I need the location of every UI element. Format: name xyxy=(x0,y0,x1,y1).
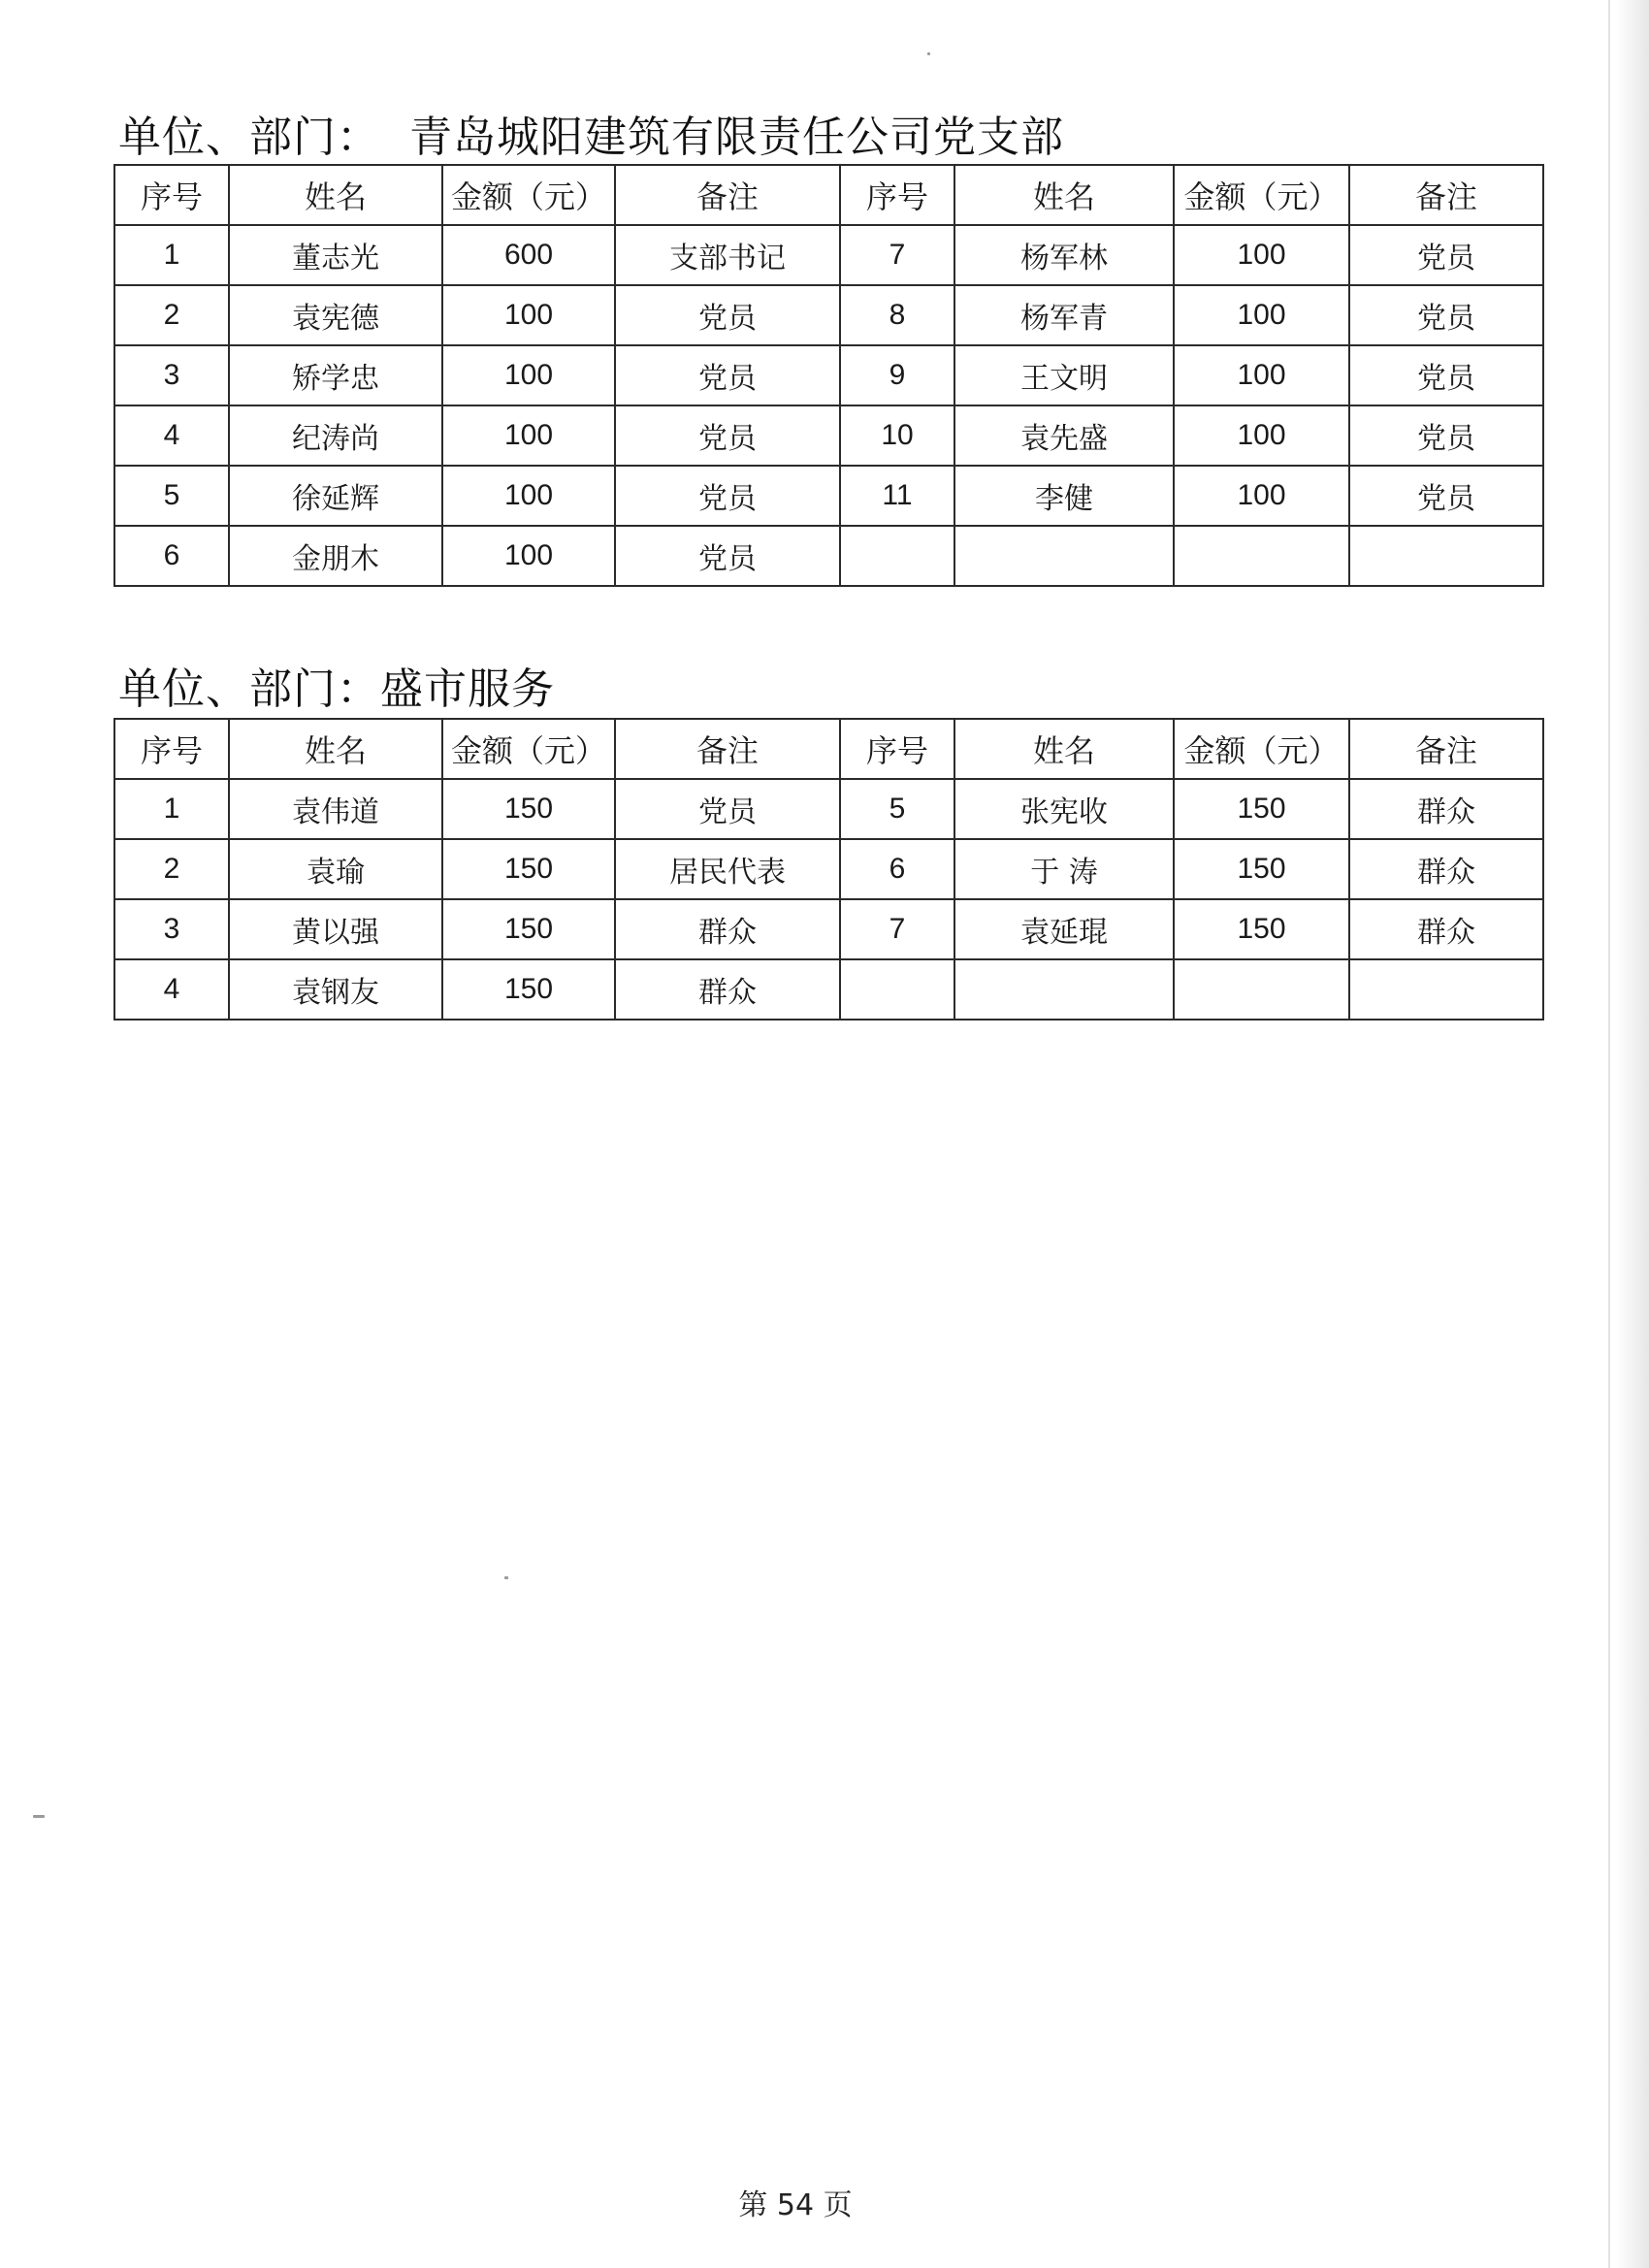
cell-name: 于 涛 xyxy=(954,839,1174,899)
cell-amount: 100 xyxy=(442,345,615,405)
scan-edge-line xyxy=(1608,0,1610,2268)
cell-amount: 100 xyxy=(1174,466,1349,526)
cell-index: 11 xyxy=(840,466,954,526)
cell-index: 7 xyxy=(840,225,954,285)
cell-name: 杨军林 xyxy=(954,225,1174,285)
donation-table-1 xyxy=(113,164,1544,587)
header-amount: 金额（元） xyxy=(442,719,615,779)
cell-index: 7 xyxy=(840,899,954,959)
cell-name: 矫学忠 xyxy=(229,345,442,405)
cell-amount: 150 xyxy=(1174,779,1349,839)
cell-note: 党员 xyxy=(615,285,840,345)
table-row xyxy=(114,285,1543,345)
cell-name xyxy=(954,959,1174,1020)
cell-name: 袁先盛 xyxy=(954,405,1174,466)
cell-name: 袁钢友 xyxy=(229,959,442,1020)
cell-amount: 100 xyxy=(1174,405,1349,466)
section-title-1: 单位、部门： 青岛城阳建筑有限责任公司党支部 xyxy=(118,113,1064,162)
cell-amount xyxy=(1174,526,1349,586)
cell-name: 王文明 xyxy=(954,345,1174,405)
cell-amount: 150 xyxy=(1174,899,1349,959)
cell-name: 袁伟道 xyxy=(229,779,442,839)
header-index: 序号 xyxy=(840,719,954,779)
cell-amount: 100 xyxy=(1174,285,1349,345)
cell-note: 群众 xyxy=(1349,779,1543,839)
cell-index: 1 xyxy=(114,779,229,839)
table-row xyxy=(114,345,1543,405)
section-title-2: 单位、部门：盛市服务 xyxy=(118,664,555,714)
cell-name: 袁瑜 xyxy=(229,839,442,899)
cell-name: 徐延辉 xyxy=(229,466,442,526)
cell-note: 居民代表 xyxy=(615,839,840,899)
header-index: 序号 xyxy=(114,719,229,779)
cell-index: 1 xyxy=(114,225,229,285)
cell-index: 2 xyxy=(114,285,229,345)
cell-amount: 150 xyxy=(442,779,615,839)
cell-index: 3 xyxy=(114,345,229,405)
cell-amount: 100 xyxy=(1174,225,1349,285)
cell-note: 群众 xyxy=(615,959,840,1020)
cell-index: 8 xyxy=(840,285,954,345)
header-index: 序号 xyxy=(114,165,229,225)
cell-note xyxy=(1349,526,1543,586)
header-index: 序号 xyxy=(840,165,954,225)
cell-amount: 150 xyxy=(442,839,615,899)
cell-amount xyxy=(1174,959,1349,1020)
cell-amount: 150 xyxy=(442,959,615,1020)
cell-name: 金朋木 xyxy=(229,526,442,586)
table-header-row xyxy=(114,165,1543,225)
header-name: 姓名 xyxy=(954,719,1174,779)
cell-amount: 150 xyxy=(442,899,615,959)
donation-table-2 xyxy=(113,718,1544,1021)
cell-amount: 150 xyxy=(1174,839,1349,899)
cell-name: 袁延琨 xyxy=(954,899,1174,959)
cell-amount: 100 xyxy=(442,285,615,345)
cell-note: 党员 xyxy=(1349,345,1543,405)
cell-index: 6 xyxy=(840,839,954,899)
scan-speck xyxy=(927,52,930,55)
header-note: 备注 xyxy=(615,719,840,779)
cell-note: 党员 xyxy=(615,779,840,839)
table-row xyxy=(114,839,1543,899)
cell-index: 9 xyxy=(840,345,954,405)
header-name: 姓名 xyxy=(229,165,442,225)
cell-name: 杨军青 xyxy=(954,285,1174,345)
cell-name xyxy=(954,526,1174,586)
table-row xyxy=(114,779,1543,839)
page-number: 第 54 页 xyxy=(738,2188,853,2222)
cell-note: 党员 xyxy=(615,526,840,586)
cell-name: 张宪收 xyxy=(954,779,1174,839)
table-row xyxy=(114,899,1543,959)
table-header-row xyxy=(114,719,1543,779)
cell-index xyxy=(840,526,954,586)
scan-edge-shadow xyxy=(1616,0,1649,2268)
cell-note: 党员 xyxy=(1349,405,1543,466)
cell-amount: 600 xyxy=(442,225,615,285)
cell-amount: 100 xyxy=(442,526,615,586)
cell-index: 10 xyxy=(840,405,954,466)
cell-name: 纪涛尚 xyxy=(229,405,442,466)
cell-name: 董志光 xyxy=(229,225,442,285)
table-row xyxy=(114,405,1543,466)
scan-speck xyxy=(504,1576,508,1579)
cell-index: 6 xyxy=(114,526,229,586)
cell-amount: 100 xyxy=(1174,345,1349,405)
cell-amount: 100 xyxy=(442,405,615,466)
cell-index: 5 xyxy=(114,466,229,526)
cell-note: 支部书记 xyxy=(615,225,840,285)
cell-note: 群众 xyxy=(1349,839,1543,899)
table-row xyxy=(114,959,1543,1020)
cell-index: 2 xyxy=(114,839,229,899)
header-name: 姓名 xyxy=(954,165,1174,225)
table-row xyxy=(114,466,1543,526)
header-name: 姓名 xyxy=(229,719,442,779)
table-row xyxy=(114,526,1543,586)
cell-index: 4 xyxy=(114,405,229,466)
scan-speck xyxy=(33,1815,45,1818)
cell-index: 4 xyxy=(114,959,229,1020)
cell-index: 5 xyxy=(840,779,954,839)
cell-index: 3 xyxy=(114,899,229,959)
cell-amount: 100 xyxy=(442,466,615,526)
cell-name: 李健 xyxy=(954,466,1174,526)
cell-note: 党员 xyxy=(1349,466,1543,526)
header-note: 备注 xyxy=(1349,165,1543,225)
cell-note xyxy=(1349,959,1543,1020)
header-amount: 金额（元） xyxy=(442,165,615,225)
cell-note: 党员 xyxy=(1349,225,1543,285)
header-amount: 金额（元） xyxy=(1174,719,1349,779)
cell-note: 党员 xyxy=(615,345,840,405)
cell-note: 群众 xyxy=(1349,899,1543,959)
cell-note: 群众 xyxy=(615,899,840,959)
header-note: 备注 xyxy=(1349,719,1543,779)
cell-name: 袁宪德 xyxy=(229,285,442,345)
header-note: 备注 xyxy=(615,165,840,225)
table-row xyxy=(114,225,1543,285)
cell-index xyxy=(840,959,954,1020)
cell-note: 党员 xyxy=(1349,285,1543,345)
cell-note: 党员 xyxy=(615,405,840,466)
cell-name: 黄以强 xyxy=(229,899,442,959)
header-amount: 金额（元） xyxy=(1174,165,1349,225)
cell-note: 党员 xyxy=(615,466,840,526)
